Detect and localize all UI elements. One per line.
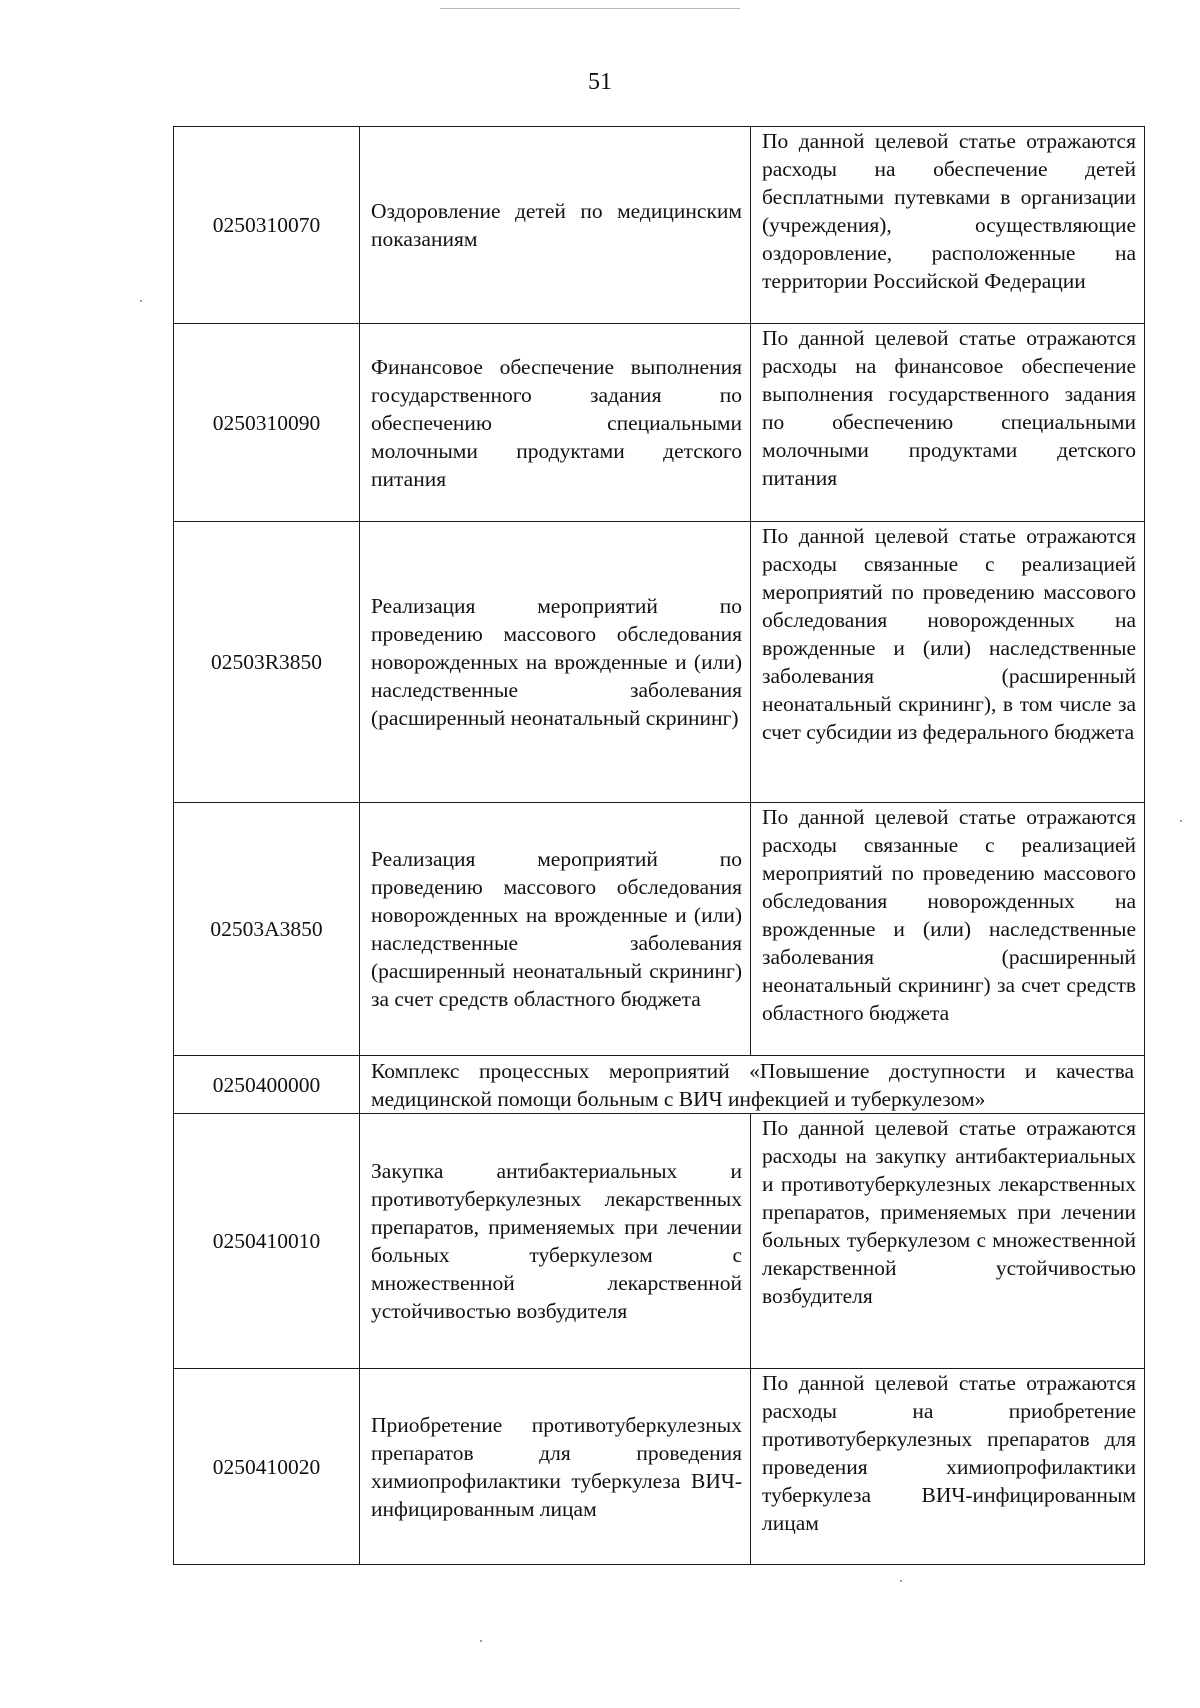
table-row-complex: [174, 1056, 1145, 1114]
description-cell: По данной целевой статье отражаются расходы на обеспечение детей бесплатными путевками в организации (учреждения), осуществляющие оздоровление, расположенные на территории Российской Федерации: [751, 127, 1145, 324]
name-cell: Реализация мероприятий по проведению массового обследования новорожденных на врожденные и (или) наследственные заболевания (расширенный неонатальный скрининг): [360, 522, 751, 803]
complex-title-cell: Комплекс процессных мероприятий «Повышение доступности и качества медицинской помощи больным с ВИЧ инфекцией и туберкулезом»: [360, 1056, 1145, 1114]
table-row: [174, 1114, 1145, 1369]
table-row: [174, 803, 1145, 1056]
name-cell: Реализация мероприятий по проведению массового обследования новорожденных на врожденные и (или) наследственные заболевания (расширенный неонатальный скрининг) за счет средств областного бюджета: [360, 803, 751, 1056]
scan-artifact-dot: [900, 1580, 902, 1582]
code-cell: 0250400000: [174, 1056, 360, 1114]
table-row: [174, 324, 1145, 522]
description-cell: По данной целевой статье отражаются расходы связанные с реализацией мероприятий по проведению массового обследования новорожденных на врожденные и (или) наследственные заболевания (расширенный неонатальный скрининг) за счет средств областного бюджета: [751, 803, 1145, 1056]
code-cell: 02503R3850: [174, 522, 360, 803]
name-cell: Оздоровление детей по медицинским показаниям: [360, 127, 751, 324]
code-cell: 0250310090: [174, 324, 360, 522]
table-row: [174, 522, 1145, 803]
code-cell: 0250410010: [174, 1114, 360, 1369]
table-row: [174, 1369, 1145, 1565]
scan-artifact-dot: [140, 300, 142, 302]
table-row: [174, 127, 1145, 324]
scan-artifact-line: [440, 8, 740, 9]
scan-artifact-dot: [480, 1640, 482, 1642]
name-cell: Закупка антибактериальных и противотуберкулезных лекарственных препаратов, применяемых при лечении больных туберкулезом с множественной лекарственной устойчивостью возбудителя: [360, 1114, 751, 1369]
name-cell: Приобретение противотуберкулезных препаратов для проведения химиопрофилактики туберкулеза ВИЧ-инфицированным лицам: [360, 1369, 751, 1565]
code-cell: 0250310070: [174, 127, 360, 324]
page-number: 51: [588, 69, 612, 95]
target-items-table: [173, 126, 1145, 1565]
description-cell: По данной целевой статье отражаются расходы на финансовое обеспечение выполнения государственного задания по обеспечению специальными молочными продуктами детского питания: [751, 324, 1145, 522]
code-cell: 0250410020: [174, 1369, 360, 1565]
description-cell: По данной целевой статье отражаются расходы на приобретение противотуберкулезных препаратов для проведения химиопрофилактики туберкулеза ВИЧ-инфицированным лицам: [751, 1369, 1145, 1565]
code-cell: 02503A3850: [174, 803, 360, 1056]
name-cell: Финансовое обеспечение выполнения государственного задания по обеспечению специальными молочными продуктами детского питания: [360, 324, 751, 522]
scan-artifact-dot: [1180, 820, 1182, 822]
description-cell: По данной целевой статье отражаются расходы связанные с реализацией мероприятий по проведению массового обследования новорожденных на врожденные и (или) наследственные заболевания (расширенный неонатальный скрининг), в том числе за счет субсидии из федерального бюджета: [751, 522, 1145, 803]
description-cell: По данной целевой статье отражаются расходы на закупку антибактериальных и противотуберкулезных лекарственных препаратов, применяемых при лечении больных туберкулезом с множественной лекарственной устойчивостью возбудителя: [751, 1114, 1145, 1369]
